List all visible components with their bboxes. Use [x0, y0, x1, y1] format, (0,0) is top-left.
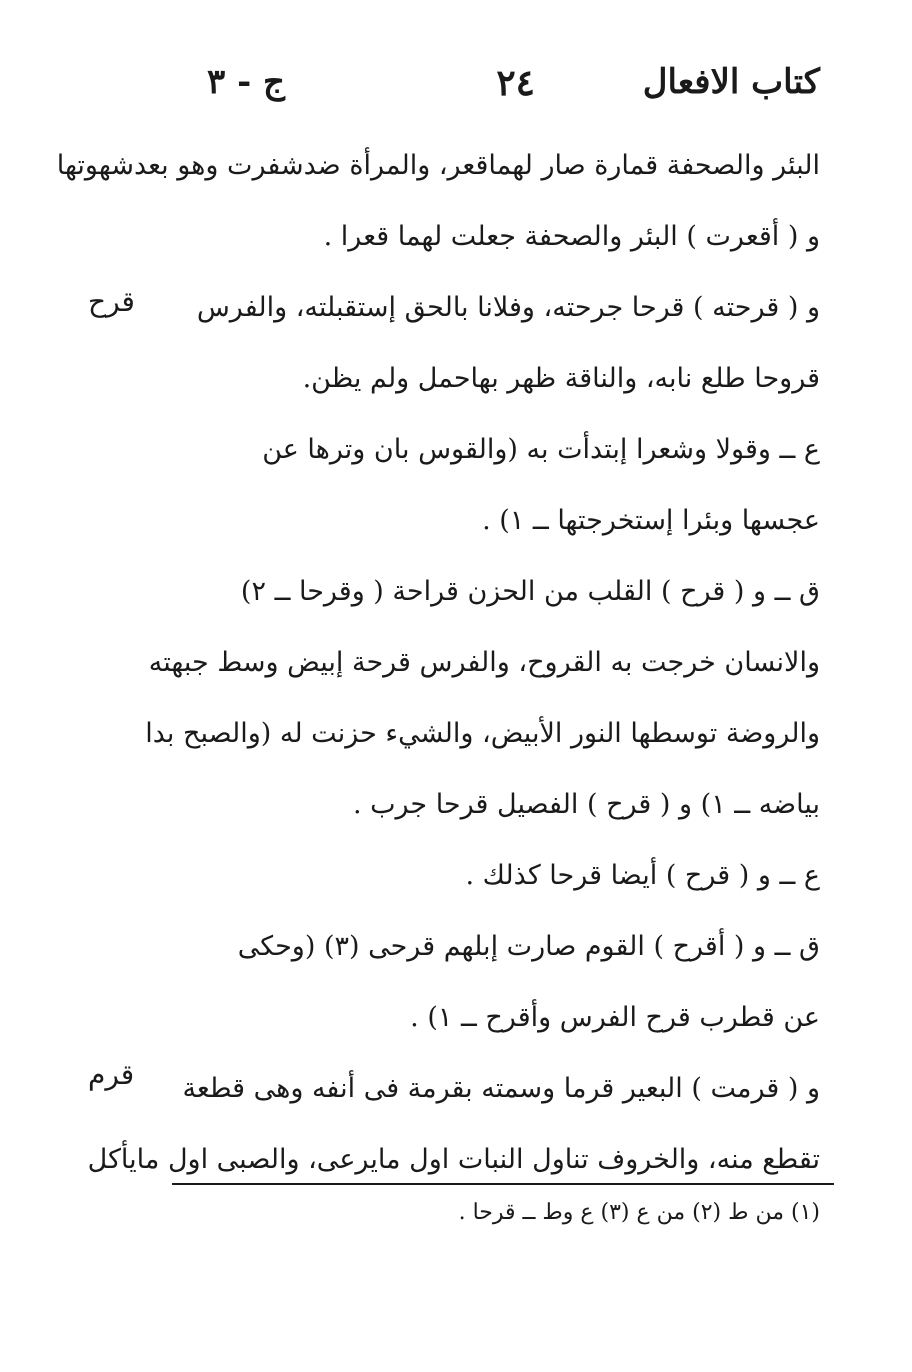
footnote: (١) من ط (٢) من ع (٣) ع وط ــ قرحا . [458, 1200, 820, 1225]
text-line: عن قطرب قرح الفرس وأقرح ــ ١) . [410, 1002, 820, 1033]
text-line: ع ــ و ( قرح ) أيضا قرحا كذلك . [465, 860, 820, 891]
text-line: و ( قرحته ) قرحا جرحته، وفلانا بالحق إستقبلته، والفرس [196, 292, 820, 323]
body-text [56, 130, 820, 1195]
footnote-divider [172, 1183, 834, 1185]
volume-number: ج - ٣ [207, 62, 285, 102]
text-line: تقطع منه، والخروف تناول النبات اول مايرعى، والصبى اول مايأكل [87, 1144, 820, 1175]
book-title: كتاب الافعال [642, 62, 820, 102]
text-line: بياضه ــ ١) و ( قرح ) الفصيل قرحا جرب . [352, 789, 820, 820]
margin-note-root-qrm: قرم [88, 1058, 135, 1091]
text-line: عجسها وبئرا إستخرجتها ــ ١) . [482, 505, 820, 536]
page-number: ٢٤ [496, 62, 535, 104]
text-line: ق ــ و ( أقرح ) القوم صارت إبلهم قرحى (٣) (وحكى [237, 931, 820, 962]
text-line: قروحا طلع نابه، والناقة ظهر بهاحمل ولم يظن. [302, 363, 820, 394]
text-line: والانسان خرجت به القروح، والفرس قرحة إبيض وسط جبهته [148, 647, 820, 678]
text-line: و ( أقعرت ) البئر والصحفة جعلت لهما قعرا . [323, 221, 820, 252]
text-line: البئر والصحفة قمارة صار لهماقعر، والمرأة ضدشفرت وهو بعدشهوتها [56, 150, 820, 181]
text-line: ع ــ وقولا وشعرا إبتدأت به (والقوس بان وترها عن [262, 434, 820, 465]
text-line: ق ــ و ( قرح ) القلب من الحزن قراحة ( وقرحا ــ ٢) [240, 576, 820, 607]
margin-note-root-qrh: قرح [88, 285, 135, 318]
text-line: و ( قرمت ) البعير قرما وسمته بقرمة فى أنفه وهى قطعة [182, 1073, 820, 1104]
page-header [180, 62, 820, 122]
text-line: والروضة توسطها النور الأبيض، والشيء حزنت له (والصبح بدا [145, 718, 820, 749]
